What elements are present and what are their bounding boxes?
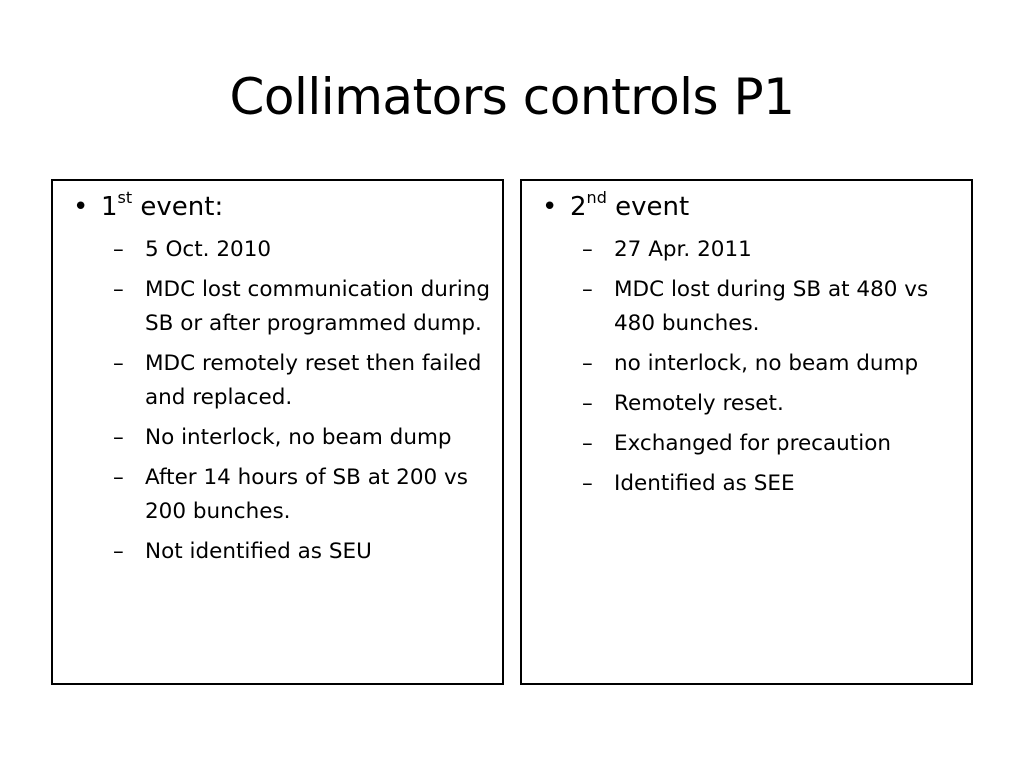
list-item xyxy=(582,273,962,341)
list-item xyxy=(582,347,962,381)
dash-icon: – xyxy=(113,465,124,490)
list-item xyxy=(113,421,493,455)
heading-ordinal-suffix: st xyxy=(117,188,133,208)
second-event-heading xyxy=(542,188,690,223)
list-item-text: Identified as SEE xyxy=(614,471,795,496)
heading-text: event xyxy=(606,192,690,222)
first-event-box xyxy=(51,179,504,685)
list-item-text: MDC lost during SB at 480 vs 480 bunches. xyxy=(614,277,929,336)
dash-icon: – xyxy=(582,431,593,456)
list-item xyxy=(582,387,962,421)
list-item-text: no interlock, no beam dump xyxy=(614,351,919,376)
heading-text: event: xyxy=(132,192,224,222)
heading-number: 1 xyxy=(101,192,118,222)
first-event-list xyxy=(113,233,493,575)
dash-icon: – xyxy=(113,277,124,302)
list-item-text: Exchanged for precaution xyxy=(614,431,891,456)
dash-icon: – xyxy=(582,277,593,302)
list-item xyxy=(582,427,962,461)
dash-icon: – xyxy=(113,351,124,376)
bullet-icon: • xyxy=(73,192,89,222)
second-event-list xyxy=(582,233,962,507)
list-item-text: Not identified as SEU xyxy=(145,539,372,564)
list-item-text: After 14 hours of SB at 200 vs 200 bunches. xyxy=(145,465,468,524)
list-item-text: 27 Apr. 2011 xyxy=(614,237,752,262)
dash-icon: – xyxy=(113,425,124,450)
list-item-text: No interlock, no beam dump xyxy=(145,425,452,450)
heading-number: 2 xyxy=(570,192,587,222)
second-event-box xyxy=(520,179,973,685)
dash-icon: – xyxy=(582,351,593,376)
dash-icon: – xyxy=(582,391,593,416)
first-event-heading xyxy=(73,188,224,223)
list-item-text: MDC lost communication during SB or after programmed dump. xyxy=(145,277,491,336)
dash-icon: – xyxy=(113,237,124,262)
list-item-text: 5 Oct. 2010 xyxy=(145,237,272,262)
list-item-text: MDC remotely reset then failed and replaced. xyxy=(145,351,482,410)
bullet-icon: • xyxy=(542,192,558,222)
slide-title: Collimators controls P1 xyxy=(229,68,795,126)
list-item xyxy=(113,347,493,415)
dash-icon: – xyxy=(582,237,593,262)
list-item-text: Remotely reset. xyxy=(614,391,784,416)
list-item xyxy=(113,233,493,267)
list-item xyxy=(113,461,493,529)
list-item xyxy=(582,233,962,267)
list-item xyxy=(113,535,493,569)
list-item xyxy=(582,467,962,501)
list-item xyxy=(113,273,493,341)
dash-icon: – xyxy=(113,539,124,564)
dash-icon: – xyxy=(582,471,593,496)
heading-ordinal-suffix: nd xyxy=(586,188,607,208)
